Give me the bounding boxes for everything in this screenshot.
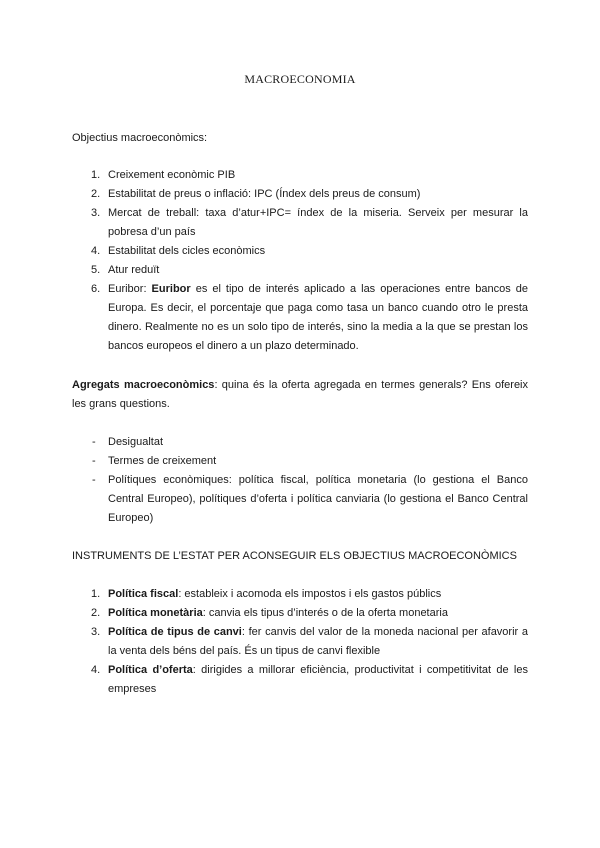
aggregates-bold: Agregats macroeconòmics bbox=[72, 379, 215, 391]
list-item-bold: Política monetària bbox=[108, 607, 203, 619]
list-item-text: : estableix i acomoda els impostos i els gastos públics bbox=[178, 588, 442, 600]
list-item bbox=[72, 661, 528, 699]
list-number: 1. bbox=[91, 588, 101, 600]
aggregates-paragraph bbox=[72, 376, 528, 414]
aggregates-list bbox=[72, 433, 528, 528]
list-number: 1. bbox=[91, 169, 101, 181]
list-item-text: Desigualtat bbox=[108, 436, 164, 448]
list-dash: - bbox=[92, 455, 96, 467]
list-item bbox=[72, 623, 528, 661]
list-dash: - bbox=[92, 436, 96, 448]
list-item bbox=[72, 471, 528, 528]
list-item bbox=[72, 452, 528, 471]
list-number: 6. bbox=[91, 283, 101, 295]
list-item-text: es el tipo de interés aplicado a las operaciones entre bancos de Europa. Es decir, el porcentaje que paga como tasa un banco cuando otro le presta dinero. Realmente no es un solo tipo de interés, sino la media a la que se prestan los bancos europeos el dinero a un plazo determinado. bbox=[108, 283, 528, 352]
list-item-bold: Política fiscal bbox=[108, 588, 179, 600]
list-number: 5. bbox=[91, 264, 101, 276]
list-item bbox=[72, 185, 528, 204]
list-item-lead: Euribor: bbox=[108, 283, 152, 295]
list-item-bold: Política de tipus de canvi bbox=[108, 626, 242, 638]
list-item-text: Mercat de treball: taxa d’atur+IPC= índex de la miseria. Serveix per mesurar la pobresa d’un país bbox=[108, 207, 528, 238]
list-item-text: Estabilitat de preus o inflació: IPC (Índex dels preus de consum) bbox=[108, 188, 421, 200]
list-item-text: Atur reduït bbox=[108, 264, 160, 276]
list-number: 3. bbox=[91, 626, 101, 638]
list-item-text: Polítiques econòmiques: política fiscal, política monetaria (lo gestiona el Banco Central Europeo), polítiques d’oferta i política canviaria (lo gestiona el Banco Central Europeo) bbox=[108, 474, 528, 524]
list-item bbox=[72, 604, 528, 623]
list-item-text: Creixement econòmic PIB bbox=[108, 169, 236, 181]
list-item bbox=[72, 433, 528, 452]
list-number: 2. bbox=[91, 188, 101, 200]
list-number: 2. bbox=[91, 607, 101, 619]
list-dash: - bbox=[92, 474, 96, 486]
instruments-list bbox=[72, 585, 528, 699]
list-item bbox=[72, 261, 528, 280]
instruments-heading: INSTRUMENTS DE L’ESTAT PER ACONSEGUIR ELS OBJECTIUS MACROECONÒMICS bbox=[72, 550, 517, 562]
list-number: 4. bbox=[91, 664, 101, 676]
list-item-text: : canvia els tipus d’interés o de la oferta monetaria bbox=[202, 607, 448, 619]
objectives-heading: Objectius macroeconòmics: bbox=[72, 132, 208, 144]
list-item bbox=[72, 585, 528, 604]
list-item bbox=[72, 166, 528, 185]
list-item-bold: Política d’oferta bbox=[108, 664, 193, 676]
list-item-text: Termes de creixement bbox=[108, 455, 217, 467]
list-item bbox=[72, 242, 528, 261]
list-item-bold: Euribor bbox=[151, 283, 191, 295]
list-item bbox=[72, 280, 528, 356]
list-item bbox=[72, 204, 528, 242]
list-number: 4. bbox=[91, 245, 101, 257]
list-item-text: Estabilitat dels cicles econòmics bbox=[108, 245, 266, 257]
objectives-list bbox=[72, 166, 528, 356]
list-item-text: : fer canvis del valor de la moneda nacional per afavorir a la venta dels béns del país. És un tipus de canvi flexible bbox=[108, 626, 528, 657]
page-title: MACROECONOMIA bbox=[244, 72, 356, 86]
list-item-text: : dirigides a millorar eficiència, productivitat i competitivitat de les empreses bbox=[108, 664, 528, 695]
aggregates-text: : quina és la oferta agregada en termes generals? Ens ofereix les grans questions. bbox=[72, 379, 529, 410]
list-number: 3. bbox=[91, 207, 101, 219]
